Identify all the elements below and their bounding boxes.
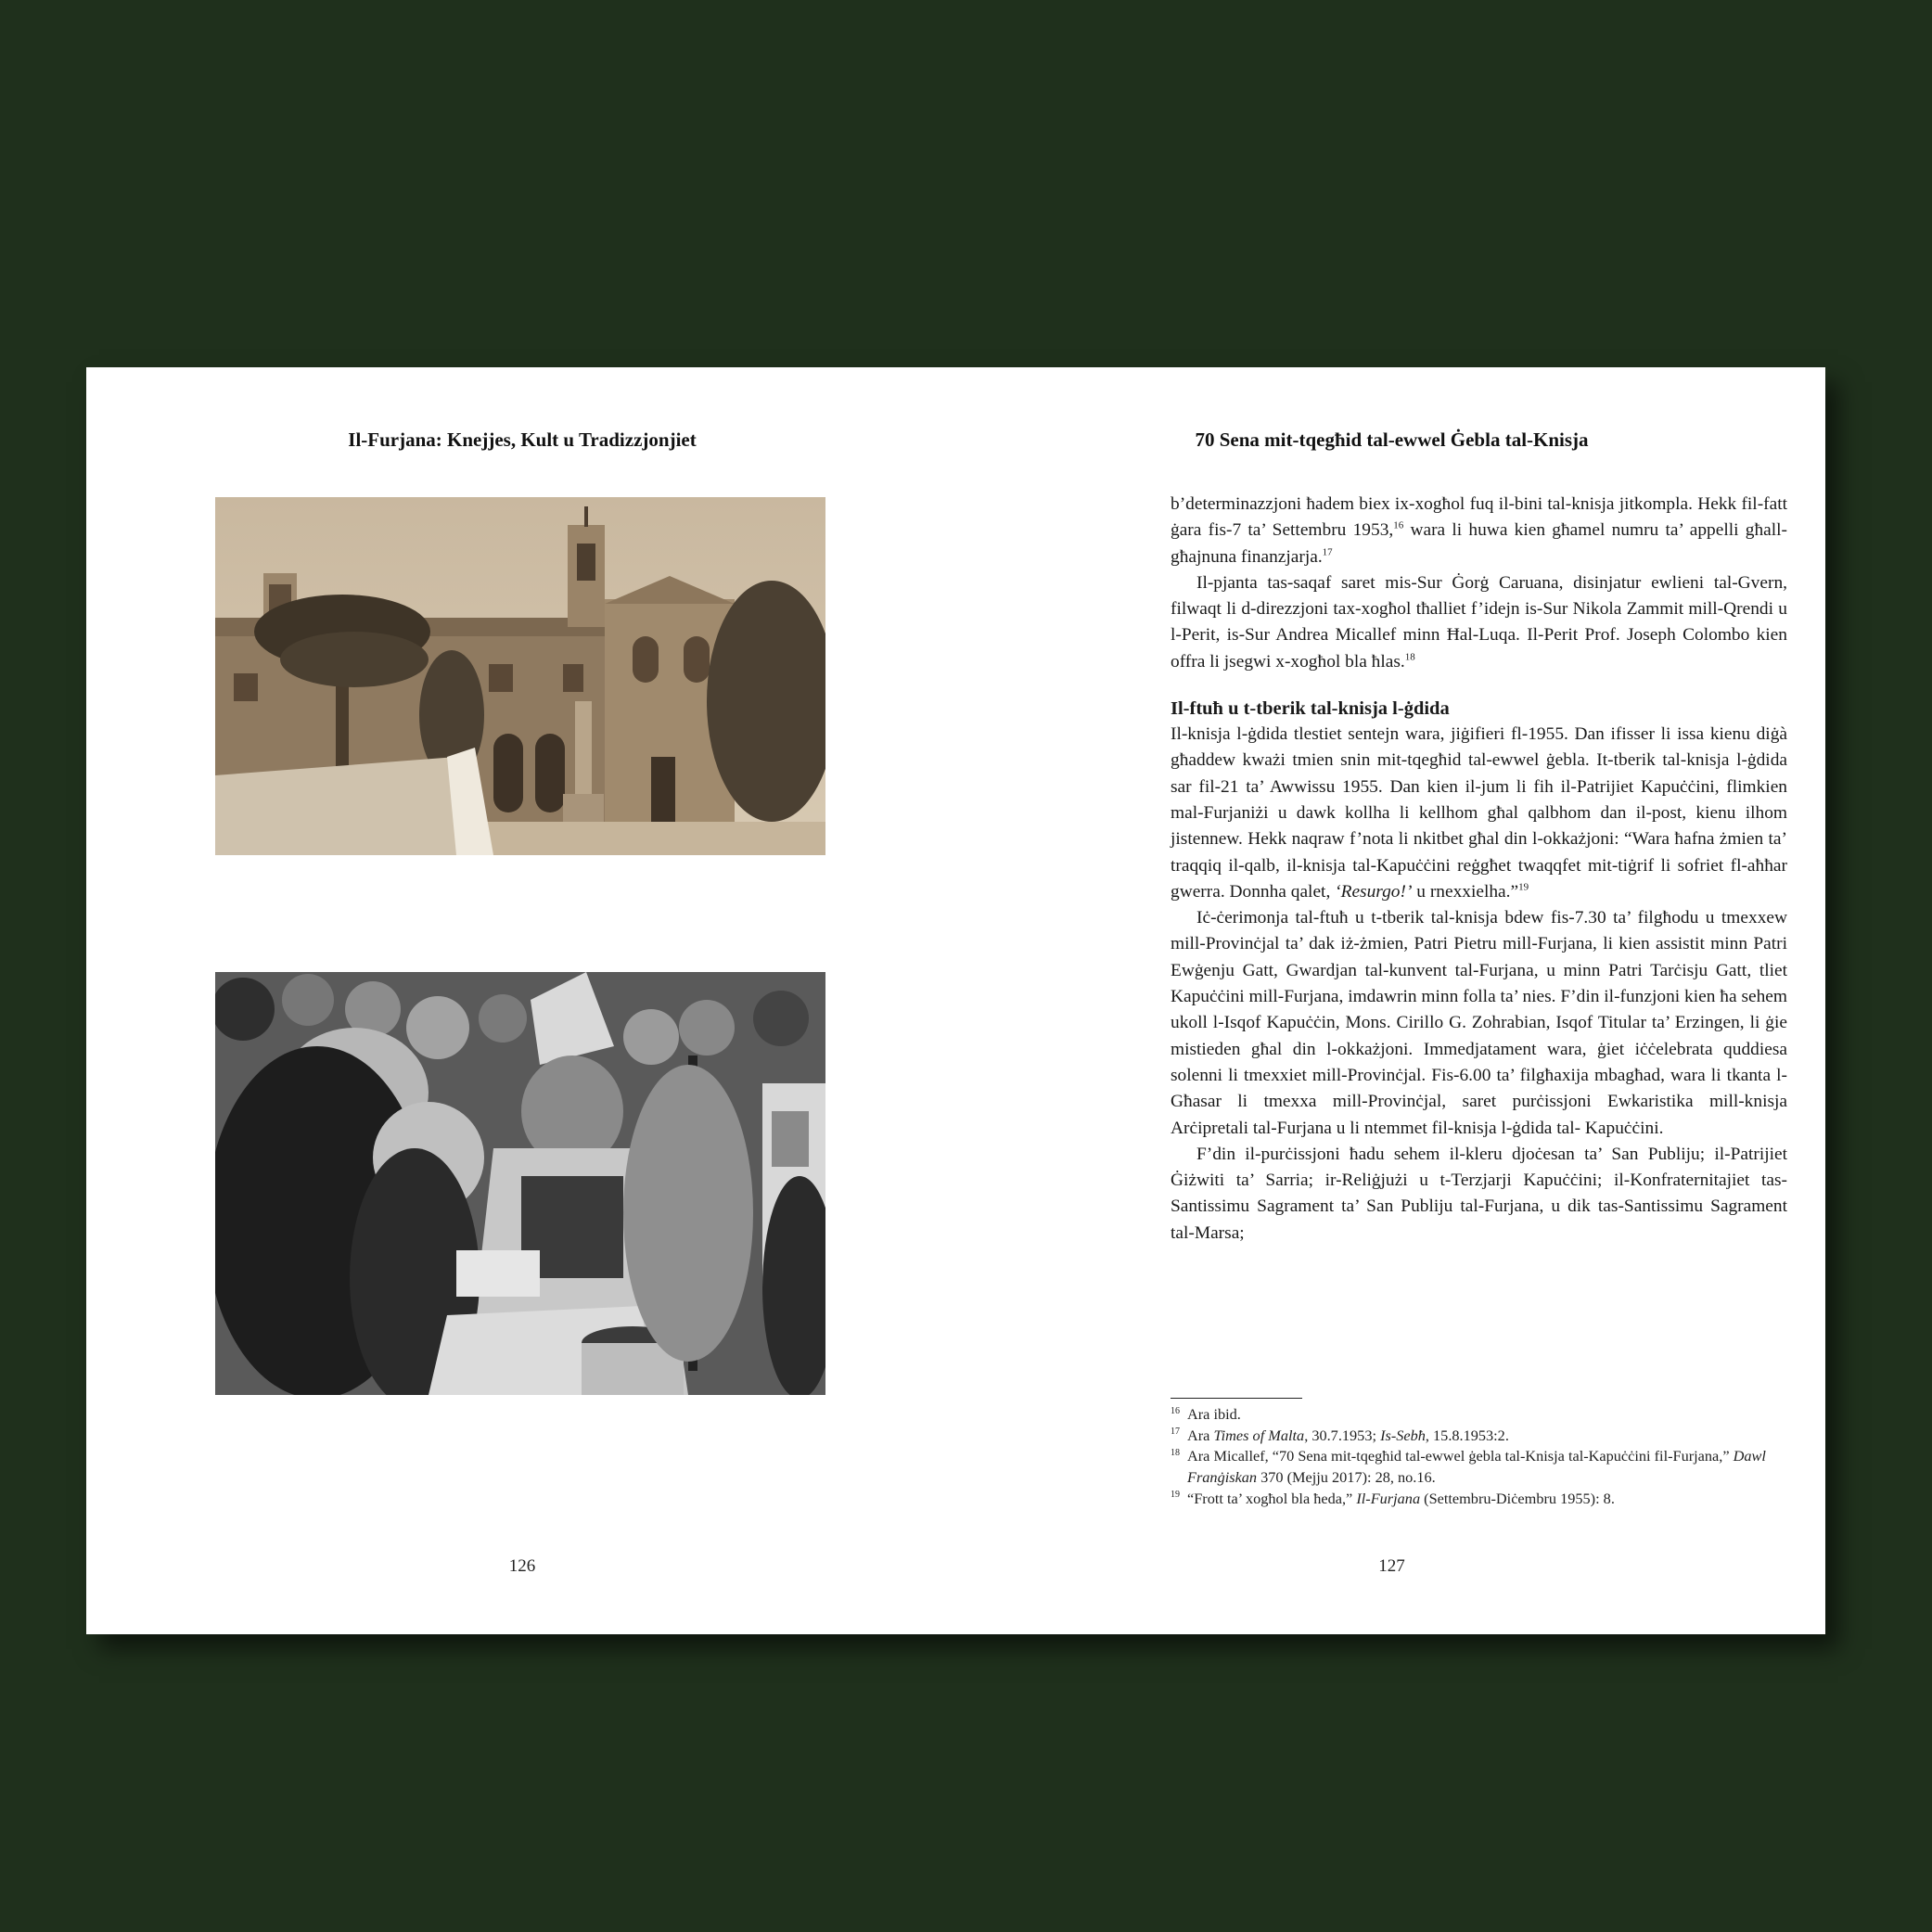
running-head-right: 70 Sena mit-tqegħid tal-ewwel Ġebla tal-Knisja	[1195, 429, 1589, 451]
footnote-text: 370 (Mejju 2017): 28, no.16.	[1257, 1468, 1436, 1487]
paragraph-4: Iċ-ċerimonja tal-ftuħ u t-tberik tal-knisja bdew fis-7.30 ta’ filgħodu u tmexxew mill-Provinċjal ta’ dak iż-żmien, Patri Pietru mill-Furjana, li kien assistit minn Patri Ewġenju Gatt, Gwardjan tal-kunvent tal-Furjana, u minn Patri Tarċisju Gatt, tliet Kapuċċini mill-Furjana, imdawrin minn folla ta’ nies. F’din il-funzjoni kien ħa sehem ukoll l-Isqof Kapuċċin, Mons. Cirillo G. Zohrabian, Isqof Titular ta’ Erzingen, li ġie mistieden għal din l-okkażjoni. Immedjatament wara, ġiet iċċelebrata quddiesa solenni li tmexxiet mill-Provinċjal. Fis-6.00 ta’ filgħaxija mbagħad, wara li tkanta l-Għasar li tmexxa mill-Provinċjal, saret purċissjoni Ewkaristika mill-knisja Arċipretali tal-Furjana u li ntemmet fil-knisja l-ġdida tal- Kapuċċini.	[1171, 908, 1787, 1138]
footnote-italic: Is-Sebħ	[1380, 1426, 1426, 1444]
church-photo-image	[215, 497, 825, 855]
paragraph-3-italic: ‘Resurgo!’	[1335, 881, 1413, 902]
ceremony-photo	[215, 972, 825, 1395]
footnote-18: 18 Ara Micallef, “70 Sena mit-tqegħid tal-ewwel ġebla tal-Knisja tal-Kapuċċini fil-Furjana,” Dawl Franġiskan 370 (Mejju 2017): 28, no.16.	[1171, 1447, 1766, 1487]
paragraph-1-text: b’determinazzjoni ħadem biex ix-xogħol fuq il-bini tal-knisja jitkompla. Hekk fil-fatt ġara fis-7 ta’ Settembru 1953,	[1171, 494, 1787, 541]
footnote-italic: Dawl Franġiskan	[1187, 1447, 1766, 1487]
footnote-17: 17 Ara Times of Malta, 30.7.1953; Is-Sebħ, 15.8.1953:2.	[1171, 1426, 1509, 1444]
paragraph-3-text: Il-knisja l-ġdida tlestiet sentejn wara, jiġifieri fl-1955. Dan ifisser li issa kienu diġà għaddew kważi tmien snin mit-tqegħid tal-ewwel ġebla. It-tberik tal-knisja l-ġdida sar fil-21 ta’ Awwissu 1955. Dan kien il-jum li fih il-Patrijiet Kapuċċini, flimkien mal-Furjaniżi u dawk kollha li kellhom għal qalbhom dan il-post, kienu ilhom jistennew. Hekk naqraw f’nota li nkitbet għal din l-okkażjoni: “Wara ħafna żmien ta’ traqqiq il-qalb, il-knisja tal-Kapuċċini reġgħet twaqqfet mit-tiġrif li sofriet fl-aħħar gwerra. Donnha qalet,	[1171, 724, 1787, 902]
paragraph-3	[1171, 722, 1787, 905]
running-head-left: Il-Furjana: Knejjes, Kult u Tradizzjonjiet	[348, 429, 697, 451]
footnote-rule	[1171, 1398, 1302, 1399]
paragraph-2-text: Il-pjanta tas-saqaf saret mis-Sur Ġorġ Caruana, disinjatur ewlieni tal-Gvern, filwaqt li d-direzzjoni tax-xogħol tħalliet f’idejn is-Sur Nikola Zammit mill-Qrendi u l-Perit, is-Sur Andrea Micallef minn Ħal-Luqa. Il-Perit Prof. Joseph Colombo kien offra li jsegwi x-xogħol bla ħlas.	[1171, 572, 1787, 672]
footnote-ref-19: 19	[1518, 881, 1529, 893]
church-photo	[215, 497, 825, 855]
footnote-ref-16: 16	[1393, 519, 1404, 531]
right-page	[958, 367, 1825, 1634]
page-number-left: 126	[508, 1556, 536, 1576]
paragraph-2	[1171, 570, 1787, 675]
book-spread	[86, 367, 1825, 1634]
footnote-16: 16 Ara ibid.	[1171, 1405, 1241, 1423]
footnote-text: , 30.7.1953;	[1304, 1426, 1381, 1444]
paragraph-1-text-b: wara li huwa kien għamel numru ta’ appelli għall-għajnuna finanzjarja.	[1171, 520, 1787, 567]
ceremony-photo-image	[215, 972, 825, 1395]
footnote-text: , 15.8.1953:2.	[1425, 1426, 1509, 1444]
footnote-text: Ara ibid.	[1187, 1405, 1241, 1423]
footnote-text: Ara Micallef, “70 Sena mit-tqegħid tal-ewwel ġebla tal-Knisja tal-Kapuċċini fil-Furjana,”	[1187, 1447, 1734, 1465]
paragraph-1	[1171, 492, 1787, 570]
footnotes	[1171, 1404, 1787, 1510]
paragraph-3-end: u rnexxielha.”	[1412, 881, 1519, 902]
footnote-text: (Settembru-Diċembru 1955): 8.	[1420, 1489, 1615, 1507]
footnote-ref-18: 18	[1404, 651, 1415, 663]
footnote-text: “Frott ta’ xogħol bla ħeda,”	[1187, 1489, 1357, 1507]
footnote-italic: Times of Malta	[1213, 1426, 1305, 1444]
section-heading: Il-ftuħ u t-tberik tal-knisja l-ġdida	[1171, 698, 1450, 720]
footnote-19: 19 “Frott ta’ xogħol bla ħeda,” Il-Furjana (Settembru-Diċembru 1955): 8.	[1171, 1489, 1615, 1507]
paragraph-5: F’din il-purċissjoni ħadu sehem il-kleru djoċesan ta’ San Publiju; il-Patrijiet Ġiżwiti ta’ Sarria; ir-Reliġjużi u t-Terzjarji Kapuċċini; il-Konfraternitajiet tas-Santissimu Sagrament ta’ San Publiju tal-Furjana, u dik tas-Santissimu Sagrament tal-Marsa;	[1171, 1144, 1787, 1243]
footnote-ref-17: 17	[1322, 546, 1333, 558]
footnote-text: Ara	[1187, 1426, 1214, 1444]
page-number-right: 127	[1378, 1556, 1405, 1576]
footnote-italic: Il-Furjana	[1356, 1489, 1421, 1507]
body-text	[1171, 492, 1787, 1247]
left-page	[86, 367, 958, 1634]
